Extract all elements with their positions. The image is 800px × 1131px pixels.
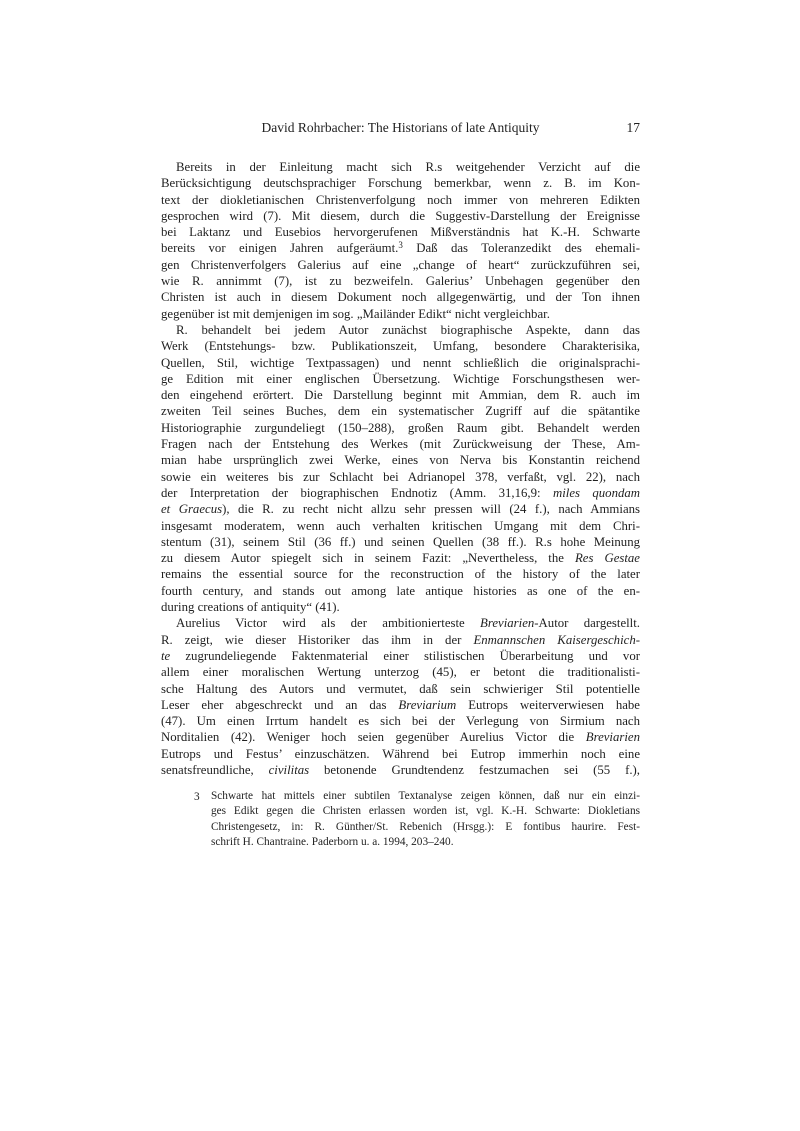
text-line: [211, 805, 640, 820]
text-segment: fourth century, and stands out among late antique histories as one of the en-: [161, 583, 640, 598]
text-line: [161, 486, 640, 502]
text-line: [161, 763, 640, 779]
text-segment: Quellen, Stil, wichtige Textpassagen) und nennt schließlich die originalsprachi-: [161, 355, 640, 370]
text-segment: zugrundeliegende Faktenmaterial einer stilistischen Überarbeitung und vor: [170, 648, 640, 663]
text-segment: Berücksichtigung deutschsprachiger Forschung bemerkbar, wenn z. B. im Kon-: [161, 176, 640, 191]
text-line: [161, 698, 640, 714]
text-line: [161, 567, 640, 583]
text-block: [161, 120, 640, 851]
text-line: [161, 616, 640, 632]
text-segment: wie R. annimmt (7), ist zu bezweifeln. Galerius’ Unbehagen gegenüber den: [161, 274, 640, 289]
text-segment: gesprochen wird (7). Mit diesem, durch die Suggestiv-Darstellung der Ereignisse: [161, 208, 640, 223]
text-segment: insgesamt moderatem, wenn auch verhalten kritischen Umgang mit dem Chri-: [161, 518, 640, 533]
italic-text: Enmannschen Kaisergeschich-: [473, 632, 640, 647]
text-line: [161, 225, 640, 241]
text-segment: Daß das Toleranzedikt des ehemali-: [402, 241, 640, 256]
text-line: [161, 209, 640, 225]
text-line: [161, 388, 640, 404]
text-segment: zu diesem Autor spiegelt sich in seinem Fazit: „Nevertheless, the: [161, 551, 575, 566]
text-line: [161, 747, 640, 763]
text-segment: text der diokletianischen Christenverfolgung noch immer von mehreren Edikten: [161, 192, 640, 207]
italic-text: et Graecus: [161, 502, 223, 517]
text-line: [161, 307, 640, 323]
text-segment: bei Laktanz und Eusebios hervorgerufenen Mißverständnis hat K.-H. Schwarte: [161, 225, 640, 240]
text-segment: Historiographie zurgundeliegt (150–288), großen Raum gibt. Behandelt werden: [161, 420, 640, 435]
italic-text: miles quondam: [552, 485, 640, 500]
text-line: [161, 470, 640, 486]
text-segment: bereits vor einigen Jahren aufgeräumt.: [161, 241, 399, 256]
text-line: [161, 323, 640, 339]
text-segment: sche Haltung des Autors und vermutet, daß sein schwieriger Stil potentielle: [161, 681, 640, 696]
text-line: [161, 421, 640, 437]
footnote-number: 3: [194, 791, 200, 804]
text-segment: Norditalien (42). Weniger hoch seien gegenüber Aurelius Victor die: [161, 730, 586, 745]
text-line: [211, 836, 640, 851]
text-line: [161, 339, 640, 355]
text-line: [161, 649, 640, 665]
italic-text: Breviarien: [480, 616, 535, 631]
text-segment: -Autor dargestellt.: [534, 616, 640, 631]
text-segment: sowie ein weiteres bis zur Schlacht bei Adrianopel 378, verfaßt, vgl. 22), nach: [161, 469, 640, 484]
text-line: [161, 372, 640, 388]
text-line: [161, 290, 640, 306]
text-line: [161, 160, 640, 176]
paragraph: [161, 323, 640, 616]
text-line: [161, 258, 640, 274]
text-segment: Schwarte hat mittels einer subtilen Textanalyse zeigen können, daß nur ein einzi-: [211, 790, 640, 803]
text-segment: ), die R. zu recht nicht allzu sehr pressen will (24 f.), nach Ammians: [222, 502, 640, 517]
text-segment: Leser eher abgeschreckt und an das: [161, 697, 399, 712]
review-body: [161, 160, 640, 779]
paragraph: [161, 160, 640, 323]
text-segment: zweiten Teil seines Buches, dem ein systematischer Zugriff auf die spätantike: [161, 404, 640, 419]
running-header-title: David Rohrbacher: The Historians of late Antiquity: [261, 120, 540, 135]
text-line: [161, 665, 640, 681]
text-segment: ges Edikt gegen die Christen erlassen worden ist, vgl. K.-H. Schwarte: Diokletians: [211, 805, 640, 818]
text-segment: betonende Grundtendenz festzumachen sei (55 f.),: [309, 762, 640, 777]
text-segment: Werk (Entstehungs- bzw. Publikationszeit, Umfang, besondere Charakterisika,: [161, 339, 640, 354]
text-segment: (47). Um einen Irrtum handelt es sich bei der Verlegung von Sirmium nach: [161, 714, 640, 729]
text-line: [161, 551, 640, 567]
text-segment: Aurelius Victor wird als der ambitionierteste: [176, 616, 481, 631]
text-line: [161, 633, 640, 649]
text-line: [161, 502, 640, 518]
text-segment: during creations of antiquity“ (41).: [161, 600, 340, 615]
text-segment: allem einer moralischen Wertung unterzog (45), er betont die traditionalisti-: [161, 665, 640, 680]
text-line: [211, 790, 640, 805]
text-segment: schrift H. Chantraine. Paderborn u. a. 1994, 203–240.: [211, 835, 454, 848]
text-line: [161, 274, 640, 290]
paragraph: [161, 616, 640, 779]
text-line: [161, 730, 640, 746]
italic-text: Res Gestae: [574, 551, 640, 566]
text-segment: mian habe ursprünglich zwei Werke, eines von Nerva bis Konstantin reichend: [161, 453, 640, 468]
text-line: [161, 356, 640, 372]
text-segment: Christen ist auch in diesem Dokument noch allgegenwärtig, und der Ton ihnen: [161, 290, 640, 305]
text-segment: der Interpretation der biographischen Endnotiz (Amm. 31,16,9:: [161, 485, 553, 500]
text-line: [161, 404, 640, 420]
italic-text: civilitas: [268, 762, 310, 777]
text-line: [161, 193, 640, 209]
text-segment: Bereits in der Einleitung macht sich R.s weitgehender Verzicht auf die: [176, 160, 640, 174]
text-segment: gen Christenverfolgers Galerius auf eine „change of heart“ zurückzuführen sei,: [161, 257, 640, 272]
text-line: [161, 600, 640, 616]
text-segment: Eutrops weiterverwiesen habe: [456, 697, 640, 712]
italic-text: te: [161, 648, 171, 663]
text-segment: R. zeigt, wie dieser Historiker das ihm in der: [161, 632, 474, 647]
text-line: [161, 437, 640, 453]
page-number: 17: [626, 120, 640, 135]
text-line: [161, 519, 640, 535]
text-segment: Eutrops und Festus’ einzuschätzen. Während bei Eutrop immerhin noch eine: [161, 746, 640, 761]
text-segment: Fragen nach der Entstehung des Werkes (mit Zurückweisung der These, Am-: [161, 437, 640, 452]
text-line: [161, 584, 640, 600]
italic-text: Breviarium: [398, 697, 457, 712]
text-segment: remains the essential source for the reconstruction of the history of the later: [161, 567, 640, 582]
footnote: [161, 790, 640, 851]
text-segment: R. behandelt bei jedem Autor zunächst biographische Aspekte, dann das: [176, 322, 640, 337]
text-segment: Christengesetz, in: R. Günther/St. Rebenich (Hrsgg.): E fontibus haurire. Fest-: [211, 820, 640, 833]
text-line: [211, 821, 640, 836]
footnote-text: [211, 790, 640, 851]
text-segment: senatsfreundliche,: [161, 762, 269, 777]
text-segment: ge Edition mit einer englischen Übersetzung. Wichtige Forschungsthesen wer-: [161, 371, 640, 386]
text-line: [161, 714, 640, 730]
running-header: [161, 120, 640, 136]
text-segment: stentum (31), seinem Stil (36 ff.) und seinen Quellen (38 ff.). R.s hohe Meinung: [161, 534, 640, 549]
text-line: [161, 241, 640, 257]
text-segment: den eingehend erörtert. Die Darstellung beginnt mit Ammian, dem R. auch im: [161, 388, 640, 403]
text-line: [161, 535, 640, 551]
text-line: [161, 176, 640, 192]
text-line: [161, 682, 640, 698]
footnote-ref: 3: [398, 241, 403, 251]
text-line: [161, 453, 640, 469]
text-segment: gegenüber ist mit demjenigen im sog. „Mailänder Edikt“ nicht vergleichbar.: [161, 306, 550, 321]
italic-text: Breviarien: [585, 730, 640, 745]
